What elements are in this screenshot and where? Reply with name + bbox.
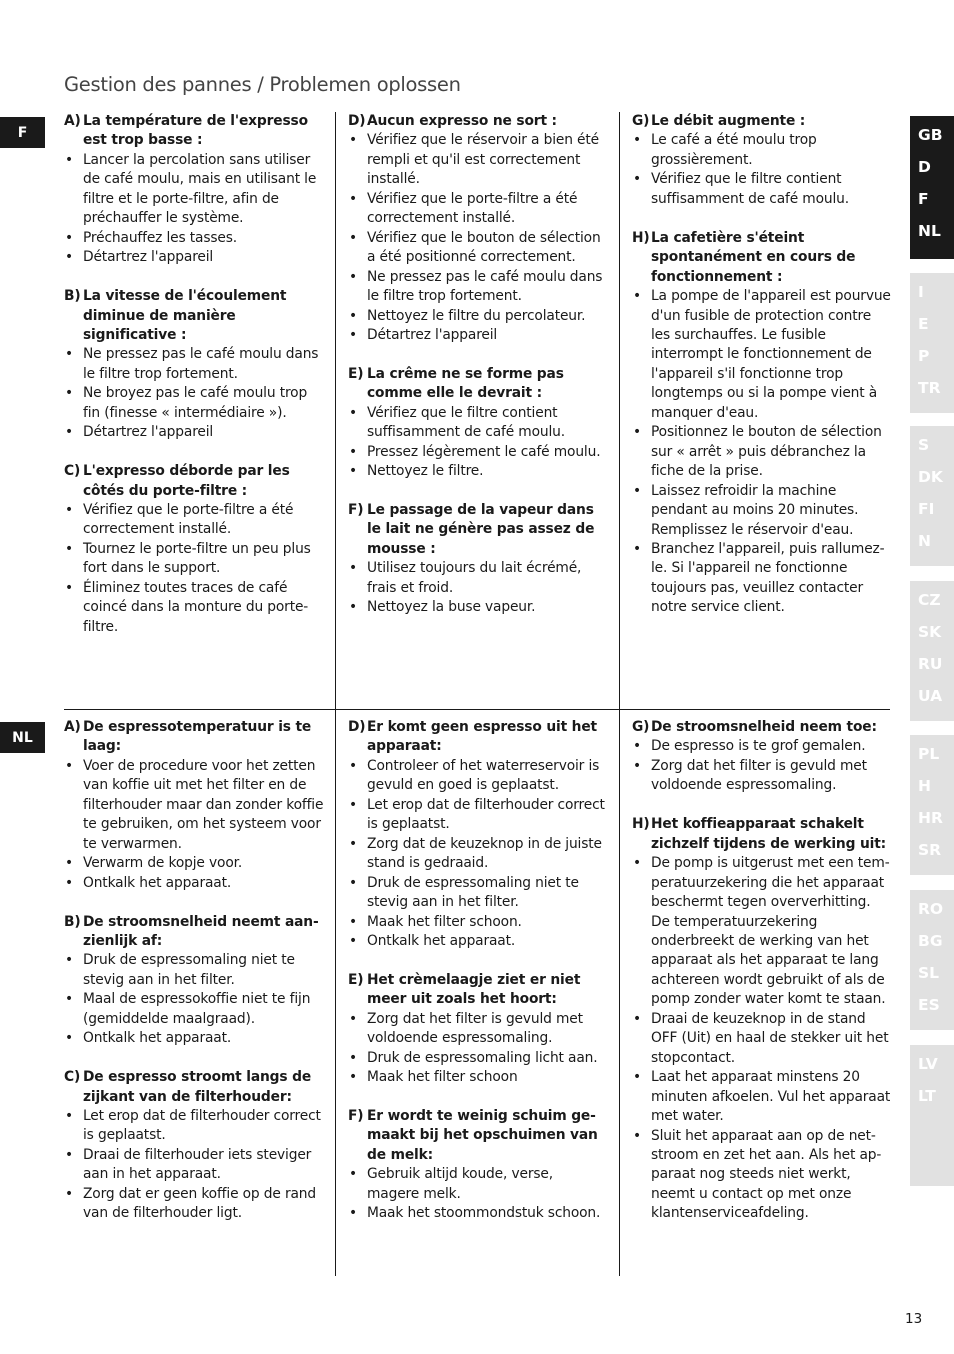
solution-item: • Zorg dat er geen koffie op de rand van de filterhouder ligt.: [64, 1185, 324, 1224]
nl-column-2: [348, 718, 608, 1243]
solution-item: • Maak het filter schoon: [348, 1068, 608, 1087]
section-letter: D): [348, 113, 366, 129]
solution-item: • Préchauffez les tasses.: [64, 229, 324, 248]
language-tab-nl[interactable]: NL: [918, 222, 941, 240]
language-tab-bg[interactable]: BG: [918, 932, 943, 950]
solution-item: • Druk de espressomaling niet te stevig aan in het filter.: [348, 874, 608, 913]
solution-item: • Nettoyez le filtre.: [348, 462, 608, 481]
solution-item: • Vérifiez que le porte-filtre a été correctement installé.: [348, 190, 608, 229]
solution-list: [64, 151, 324, 268]
section-title: La cafetière s'éteint spontanément en cours de fonctionnement :: [651, 229, 856, 285]
section-title: La crême ne se forme pas comme elle le devrait :: [367, 365, 564, 402]
section-letter: H): [632, 816, 650, 833]
section-heading: [632, 229, 892, 287]
section-title: De stroomsnelheid neem toe:: [651, 719, 877, 735]
section-title: De stroomsnelheid neemt aanzienlijk af:: [83, 913, 319, 949]
solution-item: • Draai de filterhouder iets steviger aan in het apparaat.: [64, 1146, 324, 1185]
language-tab-group-5[interactable]: [910, 735, 954, 875]
section-heading: [632, 112, 892, 131]
solution-item: • Maal de espressokoffie niet te fijn (gemiddelde maalgraad).: [64, 990, 324, 1029]
language-tab-e[interactable]: E: [918, 315, 929, 333]
nl-column-3: [632, 718, 892, 1243]
section-title: Er wordt te weinig schuim gemaakt bij het opschuimen van de melk:: [367, 1108, 598, 1163]
section-heading: [348, 501, 608, 559]
section-letter: B): [64, 288, 81, 305]
solution-item: • Vérifiez que le filtre contient suffisamment de café moulu.: [348, 404, 608, 443]
troubleshoot-section-a: [64, 718, 324, 893]
troubleshoot-section-c: [64, 1068, 324, 1224]
section-title: De espresso stroomt langs de zijkant van de filterhouder:: [83, 1069, 312, 1105]
section-letter: E): [348, 971, 364, 988]
solution-item: • Sluit het apparaat aan op de netstroom en zet het aan. Als het apparaat nog steeds niet werkt, neemt u contact op met onze klantenserviceafdeling.: [632, 1127, 892, 1224]
solution-item: • Laat het apparaat minstens 20 minuten afkoelen. Vul het apparaat met water.: [632, 1068, 892, 1126]
language-tab-sl[interactable]: SL: [918, 964, 940, 982]
troubleshoot-section-g: [632, 718, 892, 796]
language-tab-gb[interactable]: GB: [918, 126, 943, 144]
troubleshoot-section-f: [348, 501, 608, 618]
solution-list: [64, 345, 324, 442]
troubleshoot-section-f: [348, 1107, 608, 1224]
solution-item: • Pressez légèrement le café moulu.: [348, 443, 608, 462]
solution-item: • Ontkalk het apparaat.: [64, 1029, 324, 1048]
solution-item: • Vérifiez que le réservoir a bien été rempli et qu'il est correctement installé.: [348, 131, 608, 189]
section-heading: [632, 718, 892, 737]
solution-item: • Draai de keuzeknop in de stand OFF (Uit) en haal de stekker uit het stopcontact.: [632, 1010, 892, 1068]
solution-list: [348, 757, 608, 952]
language-tab-ro[interactable]: RO: [918, 900, 944, 918]
language-tab-sr[interactable]: SR: [918, 841, 942, 859]
solution-item: • Controleer of het waterreservoir is gevuld en goed is geplaatst.: [348, 757, 608, 796]
solution-item: • Nettoyez la buse vapeur.: [348, 598, 608, 617]
solution-list: [632, 131, 892, 209]
language-tab-group-2[interactable]: [910, 273, 954, 413]
language-tab-group-7[interactable]: [910, 1045, 954, 1186]
language-tab-fi[interactable]: FI: [918, 500, 935, 518]
solution-item: • Tournez le porte-filtre un peu plus fort dans le support.: [64, 540, 324, 579]
language-tab-p[interactable]: P: [918, 347, 930, 365]
fr-column-2: [348, 112, 608, 637]
section-heading: [348, 718, 608, 757]
language-tab-lt[interactable]: LT: [918, 1087, 936, 1105]
language-tab-pl[interactable]: PL: [918, 745, 940, 763]
solution-item: • Détartrez l'appareil: [348, 326, 608, 345]
solution-item: • Verwarm de kopje voor.: [64, 854, 324, 873]
solution-list: [348, 559, 608, 617]
language-tab-es[interactable]: ES: [918, 996, 940, 1014]
section-heading: [348, 1107, 608, 1165]
section-letter: C): [64, 1069, 81, 1086]
section-title: De espressotemperatuur is te laag:: [83, 719, 312, 755]
fr-column-1: [64, 112, 324, 657]
language-tab-group-4[interactable]: [910, 581, 954, 721]
solution-item: • Ontkalk het apparaat.: [64, 874, 324, 893]
solution-item: • Ne pressez pas le café moulu dans le filtre trop fortement.: [348, 268, 608, 307]
section-letter: C): [64, 463, 81, 480]
solution-item: • Détartrez l'appareil: [64, 423, 324, 442]
solution-item: • Let erop dat de filterhouder correct is geplaatst.: [348, 796, 608, 835]
language-tab-hr[interactable]: HR: [918, 809, 943, 827]
section-title: La température de l'expresso est trop basse :: [83, 113, 308, 149]
page-title: Gestion des pannes / Problemen oplossen: [64, 73, 461, 96]
section-heading: [348, 112, 608, 131]
language-tab-cz[interactable]: CZ: [918, 591, 941, 609]
solution-list: [348, 131, 608, 345]
language-tab-n[interactable]: N: [918, 532, 931, 550]
section-title: Het crèmelaagje ziet er niet meer uit zoals het hoort:: [367, 971, 581, 1008]
column-divider-1: [335, 112, 336, 1276]
language-tab-group-6[interactable]: [910, 890, 954, 1030]
solution-item: • Le café a été moulu trop grossièrement.: [632, 131, 892, 170]
language-tab-h[interactable]: H: [918, 777, 931, 795]
troubleshoot-section-d: [348, 718, 608, 951]
solution-item: • Vérifiez que le filtre contient suffisamment de café moulu.: [632, 170, 892, 209]
language-tab-group-1[interactable]: [910, 116, 954, 259]
solution-item: • Laissez refroidir la machine pendant au moins 20 minutes. Remplissez le réservoir d'eau.: [632, 482, 892, 540]
solution-item: • Voer de procedure voor het zetten van koffie uit met het filter en de filterhouder maar dan zonder koffie te gebruiken, om het systeem voor te verwarmen.: [64, 757, 324, 854]
section-heading: [348, 971, 608, 1010]
language-tab-lv[interactable]: LV: [918, 1055, 938, 1073]
solution-item: • Zorg dat de keuzeknop in de juiste stand is gedraaid.: [348, 835, 608, 874]
solution-item: • Détartrez l'appareil: [64, 248, 324, 267]
troubleshoot-section-e: [348, 971, 608, 1088]
section-letter: D): [348, 719, 366, 735]
solution-item: • La pompe de l'appareil est pourvue d'un fusible de protection contre les surchauffes. Le fusible interrompt le fonctionnement de l'appareil s'il fonctionne trop longtemps ou si la pompe vient à manquer d'eau.: [632, 287, 892, 423]
section-heading: [64, 287, 324, 345]
section-title: Le passage de la vapeur dans le lait ne génère pas assez de mousse :: [367, 502, 595, 557]
solution-item: • Druk de espressomaling niet te stevig aan in het filter.: [64, 951, 324, 990]
section-divider: [64, 709, 890, 710]
solution-item: • Zorg dat het filter is gevuld met voldoende espressomaling.: [632, 757, 892, 796]
solution-item: • Nettoyez le filtre du percolateur.: [348, 307, 608, 326]
troubleshoot-section-d: [348, 112, 608, 345]
section-letter: A): [64, 113, 81, 129]
section-title: La vitesse de l'écoulement diminue de manière significative :: [83, 288, 287, 343]
section-letter: B): [64, 913, 81, 930]
section-letter: E): [348, 365, 364, 382]
language-tab-tr[interactable]: TR: [918, 379, 941, 397]
troubleshoot-section-g: [632, 112, 892, 209]
language-marker-fr: F: [0, 117, 45, 148]
solution-list: [632, 854, 892, 1224]
section-letter: G): [632, 113, 650, 129]
column-divider-2: [619, 112, 620, 1276]
solution-list: [632, 737, 892, 795]
language-tab-sk[interactable]: SK: [918, 623, 942, 641]
solution-item: • Gebruik altijd koude, verse, magere melk.: [348, 1165, 608, 1204]
page-number: 13: [905, 1311, 923, 1327]
section-heading: [348, 365, 608, 404]
solution-list: [348, 404, 608, 482]
language-tab-group-3[interactable]: [910, 426, 954, 566]
section-letter: A): [64, 719, 81, 735]
language-tab-d[interactable]: D: [918, 158, 931, 176]
section-letter: H): [632, 229, 650, 246]
section-heading: [64, 718, 324, 757]
section-title: Aucun expresso ne sort :: [367, 113, 557, 129]
language-tab-ru[interactable]: RU: [918, 655, 943, 673]
solution-item: • Vérifiez que le porte-filtre a été correctement installé.: [64, 501, 324, 540]
troubleshoot-section-h: [632, 815, 892, 1224]
solution-item: • Ne pressez pas le café moulu dans le filtre trop fortement.: [64, 345, 324, 384]
section-letter: F): [348, 1108, 364, 1125]
language-tab-ua[interactable]: UA: [918, 687, 943, 705]
nl-column-1: [64, 718, 324, 1243]
language-tab-s[interactable]: S: [918, 436, 930, 454]
section-title: Het koffieapparaat schakelt zichzelf tijdens de werking uit:: [651, 816, 887, 852]
solution-item: • De pomp is uitgerust met een temperatuurzekering die het apparaat beschermt tegen oververhitting. De temperatuurzekering onderbreekt de werking van het apparaat als het apparaat te lang achtereen wordt gebruikt of als de pomp zonder water komt te staan.: [632, 854, 892, 1010]
section-title: Le débit augmente :: [651, 113, 806, 129]
solution-item: • Positionnez le bouton de sélection sur « arrêt » puis débranchez la fiche de la prise.: [632, 423, 892, 481]
solution-list: [64, 951, 324, 1048]
section-letter: F): [348, 502, 364, 519]
solution-list: [64, 757, 324, 893]
fr-column-3: [632, 112, 892, 637]
language-tab-f[interactable]: F: [918, 190, 929, 208]
solution-list: [64, 501, 324, 637]
solution-item: • Druk de espressomaling licht aan.: [348, 1049, 608, 1068]
language-marker-nl: NL: [0, 722, 45, 753]
section-heading: [632, 815, 892, 854]
solution-item: • Ontkalk het apparaat.: [348, 932, 608, 951]
solution-item: • Utilisez toujours du lait écrémé, frais et froid.: [348, 559, 608, 598]
solution-list: [632, 287, 892, 618]
troubleshoot-section-c: [64, 462, 324, 637]
troubleshoot-section-b: [64, 287, 324, 443]
solution-item: • Zorg dat het filter is gevuld met voldoende espressomaling.: [348, 1010, 608, 1049]
solution-item: • Maak het filter schoon.: [348, 913, 608, 932]
section-title: L'expresso déborde par les côtés du porte-filtre :: [83, 463, 290, 499]
solution-item: • Ne broyez pas le café moulu trop fin (finesse « intermédiaire »).: [64, 384, 324, 423]
language-tab-i[interactable]: I: [918, 283, 924, 301]
solution-item: • Vérifiez que le bouton de sélection a été positionné correctement.: [348, 229, 608, 268]
troubleshoot-section-a: [64, 112, 324, 268]
troubleshoot-section-h: [632, 229, 892, 618]
section-heading: [64, 112, 324, 151]
solution-item: • Lancer la percolation sans utiliser de café moulu, mais en utilisant le filtre et le porte-filtre, afin de préchauffer le système.: [64, 151, 324, 229]
solution-list: [348, 1010, 608, 1088]
troubleshoot-section-b: [64, 913, 324, 1049]
troubleshoot-section-e: [348, 365, 608, 482]
solution-list: [348, 1165, 608, 1223]
section-heading: [64, 913, 324, 952]
solution-list: [64, 1107, 324, 1224]
language-tab-dk[interactable]: DK: [918, 468, 943, 486]
solution-item: • Maak het stoommondstuk schoon.: [348, 1204, 608, 1223]
solution-item: • Branchez l'appareil, puis rallumez-le. Si l'appareil ne fonctionne toujours pas, veuillez contacter notre service client.: [632, 540, 892, 618]
solution-item: • Éliminez toutes traces de café coincé dans la monture du porte-filtre.: [64, 579, 324, 637]
section-letter: G): [632, 719, 650, 735]
section-heading: [64, 462, 324, 501]
section-heading: [64, 1068, 324, 1107]
solution-item: • De espresso is te grof gemalen.: [632, 737, 892, 756]
section-title: Er komt geen espresso uit het apparaat:: [367, 719, 597, 755]
solution-item: • Let erop dat de filterhouder correct is geplaatst.: [64, 1107, 324, 1146]
